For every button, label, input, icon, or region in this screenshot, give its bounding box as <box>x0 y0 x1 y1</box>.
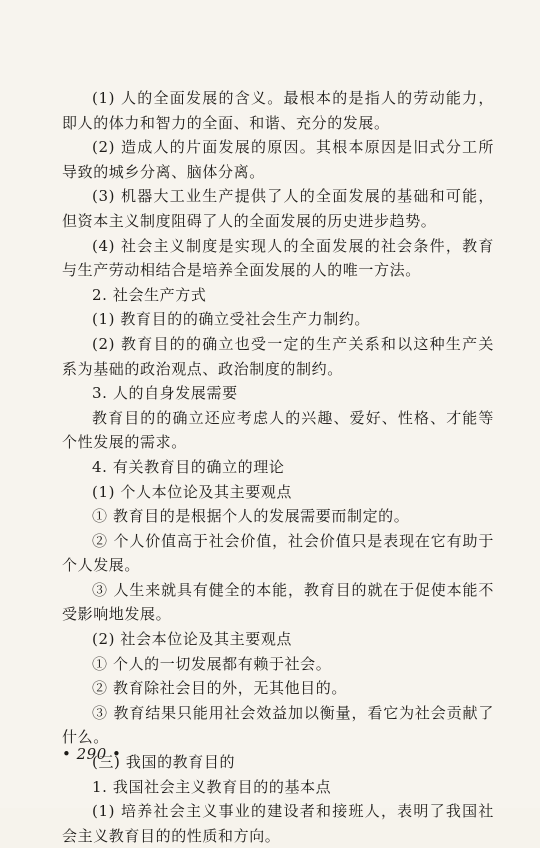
list-item: ③ 人生来就具有健全的本能，教育目的就在于促使本能不受影响地发展。 <box>62 580 494 624</box>
section-heading: 4. 有关教育目的确立的理论 <box>92 457 285 476</box>
list-item: ① 教育目的是根据个人的发展需要而制定的。 <box>92 507 410 526</box>
paragraph: (1) 人的全面发展的含义。最根本的是指人的劳动能力，即人的体力和智力的全面、和谐、充分的发展。 <box>62 89 494 132</box>
subsection-heading: (2) 社会本位论及其主要观点 <box>92 630 293 649</box>
subsection-heading: (1) 个人本位论及其主要观点 <box>92 482 293 501</box>
list-item: ① 个人的一切发展都有赖于社会。 <box>92 654 332 673</box>
paragraph: (1) 培养社会主义事业的建设者和接班人，表明了我国社会主义教育目的的性质和方向。 <box>62 802 494 845</box>
paragraph: (2) 造成人的片面发展的原因。其根本原因是旧式分工所导致的城乡分离、脑体分离。 <box>62 138 494 181</box>
list-item: ② 教育除社会目的外，无其他目的。 <box>92 679 347 698</box>
list-item: ② 个人价值高于社会价值，社会价值只是表现在它有助于个人发展。 <box>62 531 494 575</box>
paragraph: (2) 教育目的的确立也受一定的生产关系和以这种生产关系为基础的政治观点、政治制度的制约。 <box>62 334 494 378</box>
section-heading: 2. 社会生产方式 <box>92 285 207 304</box>
list-item: ③ 教育结果只能用社会效益加以衡量，看它为社会贡献了什么。 <box>62 703 494 747</box>
paragraph: (1) 教育目的的确立受社会生产力制约。 <box>92 310 371 329</box>
section-heading: 1. 我国社会主义教育目的的基本点 <box>92 777 332 796</box>
paragraph: (3) 机器大工业生产提供了人的全面发展的基础和可能，但资本主义制度阻碍了人的全面发展的历史进步趋势。 <box>62 187 494 230</box>
section-heading: (三) 我国的教育目的 <box>92 753 236 772</box>
section-heading: 3. 人的自身发展需要 <box>92 384 238 403</box>
paragraph: 教育目的的确立还应考虑人的兴趣、爱好、性格、才能等个性发展的需求。 <box>62 408 494 452</box>
paragraph: (4) 社会主义制度是实现人的全面发展的社会条件，教育与生产劳动相结合是培养全面发展的人的唯一方法。 <box>62 236 494 280</box>
page-body <box>62 86 494 848</box>
page-number: • 290 • <box>62 745 122 763</box>
